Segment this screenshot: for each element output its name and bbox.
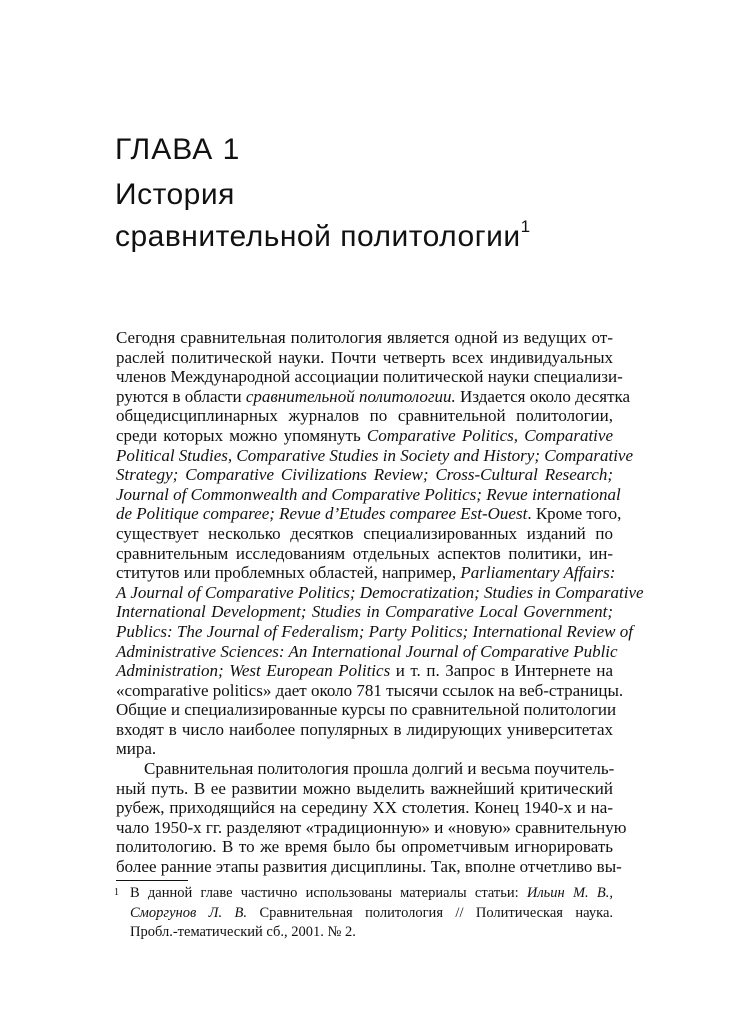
- body-line: сравнительным исследованиям отдельных аспектов политики, ин-: [116, 543, 613, 563]
- italic-journal-titles: Political Studies, Comparative Studies in Society and History; Comparative: [116, 445, 634, 465]
- body-line-text: и т. п. Запрос в Интернете на: [390, 661, 613, 681]
- footnote-line: [116, 904, 613, 924]
- body-line: более ранние этапы развития дисциплины. Так, вполне отчетливо вы-: [116, 857, 622, 877]
- italic-journal-titles: Parliamentary Affairs:: [460, 563, 616, 583]
- footnote-authors: Ильин М. В.,: [526, 885, 613, 901]
- body-line: ный путь. В ее развитии можно выделить важнейший критический: [116, 778, 613, 798]
- italic-journal-titles: de Politique comparee; Revue d’Etudes comparee Est-Ouest: [116, 504, 528, 524]
- body-line: мира.: [116, 739, 157, 759]
- italic-journal-titles: International Development; Studies in Comparative Local Government;: [116, 602, 613, 622]
- body-line: [116, 582, 644, 603]
- italic-journal-titles: Strategy; Comparative Civilizations Review; Cross-Cultural Research;: [116, 465, 613, 485]
- footnote-line: [116, 884, 613, 904]
- body-line-text: . Кроме того,: [527, 504, 622, 524]
- italic-journal-titles: Comparative Politics, Comparative: [366, 425, 613, 445]
- body-line: [116, 504, 622, 524]
- body-line: [116, 661, 613, 681]
- body-line: общедисциплинарных журналов по сравнительной политологии,: [116, 406, 613, 426]
- body-line: [116, 602, 613, 622]
- body-line-text: среди которых можно упомянуть: [116, 425, 367, 445]
- italic-journal-titles: Administration; West European Politics: [116, 661, 391, 681]
- body-line: раслей политической науки. Почти четверть всех индивидуальных: [116, 347, 613, 367]
- body-text: [116, 328, 644, 877]
- body-line: Сегодня сравнительная политология является одной из ведущих от-: [116, 328, 613, 347]
- body-line: входят в число наиболее популярных в лидирующих университетах: [116, 719, 613, 739]
- body-line: [116, 426, 613, 446]
- body-line: Общие и специализированные курсы по сравнительной политологии: [116, 700, 617, 720]
- body-line: существует несколько десятков специализированных изданий по: [116, 523, 613, 543]
- footnote-number: 1: [114, 887, 119, 898]
- italic-term: сравнительной политологии.: [245, 386, 456, 406]
- body-line: [116, 563, 616, 583]
- footnote-line: Пробл.-тематический сб., 2001. № 2.: [130, 924, 356, 940]
- italic-journal-titles: Journal of Commonwealth and Comparative Politics; Revue international: [116, 484, 621, 504]
- footnote-divider: [116, 880, 188, 881]
- body-line: [116, 465, 613, 485]
- footnote-text: В данной главе частично использованы материалы статьи:: [130, 885, 527, 901]
- italic-journal-titles: Publics: The Journal of Federalism; Party Politics; International Review of: [116, 621, 633, 641]
- body-line: [116, 386, 631, 407]
- body-line: [116, 641, 618, 662]
- body-line-text: Издается около десятка: [455, 386, 631, 406]
- body-line: [116, 484, 621, 505]
- footnote-reference[interactable]: 1: [520, 217, 531, 236]
- body-line: «comparative politics» дает около 781 тысячи ссылок на веб-страницы.: [116, 680, 624, 700]
- body-line: [116, 621, 633, 642]
- footnote-authors: Сморгунов Л. В.: [130, 904, 248, 921]
- body-line: членов Международной ассоциации политической науки специализи-: [116, 367, 623, 387]
- italic-journal-titles: A Journal of Comparative Politics; Democratization; Studies in Comparative: [116, 582, 644, 602]
- chapter-title-line-2-text: сравнительной политологии: [115, 220, 521, 253]
- body-line: [116, 445, 634, 466]
- footnote: [116, 884, 613, 943]
- body-line-text: руются в области: [116, 386, 246, 406]
- body-line: политологию. В то же время было бы опрометчивым игнорировать: [116, 837, 613, 857]
- chapter-title-line-2: [115, 216, 531, 258]
- chapter-label: ГЛАВА 1: [115, 133, 241, 166]
- body-line: Сравнительная политология прошла долгий и весьма поучитель-: [144, 759, 615, 779]
- chapter-title: [115, 174, 531, 258]
- body-line: чало 1950-х гг. разделяют «традиционную» и «новую» сравнительную: [116, 817, 627, 837]
- body-line-text: ститутов или проблемных областей, например,: [116, 563, 461, 583]
- body-line: рубеж, приходящийся на середину XX столетия. Конец 1940-х и на-: [116, 798, 613, 818]
- chapter-title-line-1: История: [115, 178, 235, 211]
- italic-journal-titles: Administrative Sciences: An International Journal of Comparative Public: [116, 641, 618, 661]
- footnote-text: Сравнительная политология // Политическая наука.: [247, 904, 613, 921]
